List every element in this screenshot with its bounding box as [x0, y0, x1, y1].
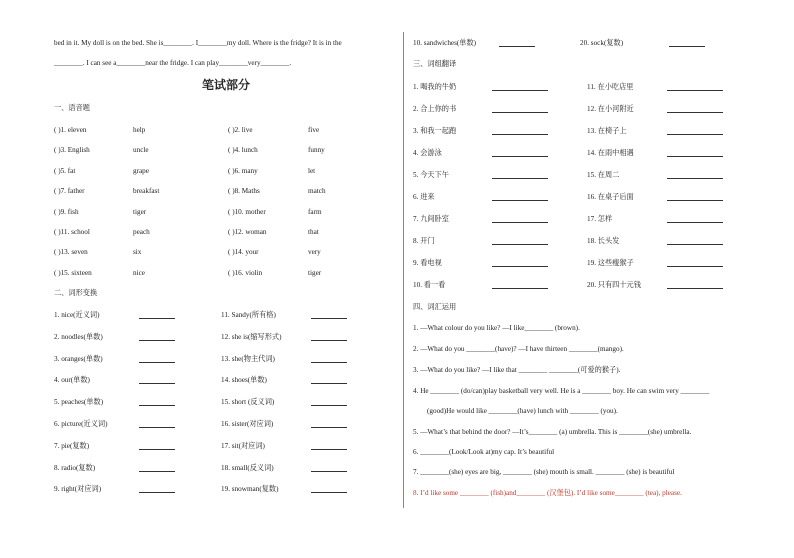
answer-blank[interactable] — [492, 134, 548, 135]
phonics-question: ( )4. lunch — [228, 146, 258, 155]
answer-blank[interactable] — [311, 362, 347, 363]
phrase-item: 7. 九间卧室 — [413, 215, 449, 223]
word-form-item: 18. small(反义词) — [221, 463, 274, 472]
word-form-item: 3. oranges(单数) — [54, 354, 103, 363]
answer-blank[interactable] — [139, 405, 175, 406]
answer-blank[interactable] — [492, 288, 548, 289]
answer-blank[interactable] — [139, 471, 175, 472]
answer-blank[interactable] — [667, 244, 723, 245]
answer-blank[interactable] — [492, 266, 548, 267]
phonics-word: let — [308, 166, 316, 175]
section-heading-word-forms: 二、词形变换 — [54, 289, 98, 297]
answer-blank[interactable] — [499, 46, 535, 47]
phrase-item: 20. 只有四十元钱 — [587, 281, 641, 289]
phonics-question: ( )5. fat — [54, 166, 76, 175]
answer-blank[interactable] — [667, 134, 723, 135]
vocab-question-2: 2. —What do you ________(have)? —I have thirteen ________(mango). — [413, 345, 624, 353]
phrase-item: 14. 在雨中相遇 — [587, 149, 634, 157]
phonics-question: ( )15. sixteen — [54, 268, 92, 277]
answer-blank[interactable] — [311, 449, 347, 450]
word-form-item: 11. Sandy(所有格) — [221, 311, 276, 319]
answer-blank[interactable] — [667, 288, 723, 289]
answer-blank[interactable] — [667, 200, 723, 201]
answer-blank[interactable] — [667, 222, 723, 223]
phrase-item: 9. 看电视 — [413, 259, 442, 267]
right-column — [405, 0, 794, 558]
intro-line-2: ________. I can see a________near the fridge. I can play________very________. — [54, 59, 292, 67]
phonics-question: ( )1. eleven — [54, 126, 87, 134]
phrase-item: 15. 在周二 — [587, 171, 620, 179]
page-title: 笔试部分 — [202, 78, 251, 92]
vocab-question-4a: 4. He ________ (do/can)play basketball very well. He is a ________ boy. He can swim very ________ — [413, 387, 710, 395]
answer-blank[interactable] — [311, 383, 347, 384]
answer-blank[interactable] — [667, 178, 723, 179]
phrase-item: 12. 在小河附近 — [587, 105, 634, 113]
answer-blank[interactable] — [139, 383, 175, 384]
phonics-word: very — [308, 248, 321, 257]
phonics-word: tiger — [133, 207, 147, 216]
word-form-item: 15. short (反义词) — [221, 398, 275, 407]
phonics-word: farm — [308, 207, 322, 216]
phonics-question: ( )7. father — [54, 187, 85, 196]
answer-blank[interactable] — [667, 266, 723, 267]
phonics-word: breakfast — [133, 187, 160, 196]
vocab-question-8: 8. I’d like some ________ (fish)and________ (汉堡包). I’d like some________ (tea), please. — [413, 489, 682, 497]
answer-blank[interactable] — [311, 471, 347, 472]
answer-blank[interactable] — [139, 449, 175, 450]
phrase-item: 1. 喝我的牛奶 — [413, 83, 457, 91]
answer-blank[interactable] — [492, 112, 548, 113]
phonics-word: funny — [308, 146, 325, 155]
answer-blank[interactable] — [311, 492, 347, 493]
vocab-question-6: 6. ________(Look/Look at)my cap. It’s beautiful — [413, 448, 555, 456]
answer-blank[interactable] — [139, 362, 175, 363]
word-form-item: 13. she(物主代词) — [221, 354, 275, 363]
answer-blank[interactable] — [667, 90, 723, 91]
phrase-item: 2. 合上你的书 — [413, 105, 457, 113]
phonics-word: grape — [133, 166, 149, 175]
phonics-question: ( )10. mother — [228, 207, 266, 216]
phonics-question: ( )6. many — [228, 166, 258, 175]
word-form-item: 7. pie(复数) — [54, 441, 90, 450]
phonics-question: ( )2. live — [228, 126, 253, 134]
phonics-question: ( )9. fish — [54, 207, 79, 216]
word-form-item: 5. peaches(单数) — [54, 398, 104, 407]
phrase-item: 16. 在桌子后面 — [587, 193, 634, 201]
phonics-question: ( )13. seven — [54, 248, 88, 257]
phonics-word: that — [308, 228, 319, 236]
answer-blank[interactable] — [139, 318, 175, 319]
phrase-item: 3. 和我一起跑 — [413, 127, 457, 135]
answer-blank[interactable] — [492, 222, 548, 223]
intro-line-1: bed in it. My doll is on the bed. She is________. I________my doll. Where is the fridge? It is in the — [54, 39, 342, 47]
phonics-word: tiger — [308, 268, 322, 277]
word-form-item: 17. sit(对应词) — [221, 441, 265, 450]
phrase-item: 6. 进来 — [413, 193, 435, 201]
word-form-item: 6. picture(近义词) — [54, 420, 108, 428]
answer-blank[interactable] — [311, 340, 347, 341]
answer-blank[interactable] — [492, 90, 548, 91]
answer-blank[interactable] — [139, 492, 175, 493]
answer-blank[interactable] — [311, 405, 347, 406]
phrase-item: 13. 在椅子上 — [587, 127, 627, 135]
answer-blank[interactable] — [492, 200, 548, 201]
form-item-10: 10. sandwiches(单数) — [413, 39, 477, 47]
phonics-question: ( )8. Maths — [228, 187, 260, 196]
answer-blank[interactable] — [492, 244, 548, 245]
phonics-question: ( )11. school — [54, 228, 90, 236]
phonics-word: match — [308, 187, 326, 196]
word-form-item: 16. sister(对应词) — [221, 420, 274, 428]
phrase-item: 19. 这些瘦猴子 — [587, 259, 634, 267]
section-heading-phrases: 三、词组翻译 — [413, 60, 457, 68]
phrase-item: 18. 长头发 — [587, 237, 620, 245]
vocab-question-4b: (good)He would like ________(have) lunch with ________ (you). — [427, 407, 618, 415]
word-form-item: 8. radio(复数) — [54, 463, 96, 472]
phrase-item: 10. 看一看 — [413, 281, 446, 289]
phrase-item: 11. 在小吃店里 — [587, 83, 634, 91]
section-heading-phonics: 一、语音题 — [54, 104, 90, 112]
phonics-question: ( )14. your — [228, 248, 259, 257]
answer-blank[interactable] — [492, 156, 548, 157]
section-heading-vocab: 四、词汇运用 — [413, 303, 457, 311]
answer-blank[interactable] — [667, 112, 723, 113]
word-form-item: 9. right(对应词) — [54, 485, 102, 494]
vocab-question-3: 3. —What do you like? —I like that ________ ________(可爱的猴子). — [413, 366, 621, 374]
answer-blank[interactable] — [667, 156, 723, 157]
word-form-item: 1. nice(近义词) — [54, 311, 100, 319]
phonics-question: ( )16. violin — [228, 268, 263, 277]
answer-blank[interactable] — [139, 427, 175, 428]
answer-blank[interactable] — [139, 340, 175, 341]
answer-blank[interactable] — [311, 318, 347, 319]
phrase-item: 17. 怎样 — [587, 215, 613, 223]
phrase-item: 5. 今天下午 — [413, 171, 449, 179]
phonics-word: five — [308, 126, 320, 134]
vocab-question-1: 1. —What colour do you like? —I like________ (brown). — [413, 324, 580, 332]
phrase-item: 4. 会游泳 — [413, 149, 442, 157]
answer-blank[interactable] — [492, 178, 548, 179]
word-form-item: 4. our(单数) — [54, 376, 90, 385]
phonics-question: ( )12. woman — [228, 228, 267, 236]
phonics-word: help — [133, 126, 146, 134]
phonics-word: uncle — [133, 146, 149, 155]
vocab-question-7: 7. ________(she) eyes are big, ________ (she) mouth is small. ________ (she) is beautiful — [413, 468, 675, 476]
word-form-item: 14. shoes(单数) — [221, 376, 267, 385]
vocab-question-5: 5. —What’s that behind the door? —It’s________ (a) umbrella. This is ________(she) umbrella. — [413, 428, 692, 436]
answer-blank[interactable] — [311, 427, 347, 428]
answer-blank[interactable] — [669, 46, 705, 47]
phonics-word: six — [133, 248, 142, 257]
phonics-word: peach — [133, 228, 150, 236]
word-form-item: 2. noodles(单数) — [54, 332, 103, 341]
word-form-item: 19. snowman(复数) — [221, 485, 279, 494]
word-form-item: 12. she is(缩写形式) — [221, 332, 282, 341]
column-divider — [403, 32, 404, 508]
form-item-20: 20. sock(复数) — [580, 39, 624, 47]
phonics-word: nice — [133, 268, 145, 277]
phrase-item: 8. 开门 — [413, 237, 435, 245]
phonics-question: ( )3. English — [54, 146, 90, 155]
